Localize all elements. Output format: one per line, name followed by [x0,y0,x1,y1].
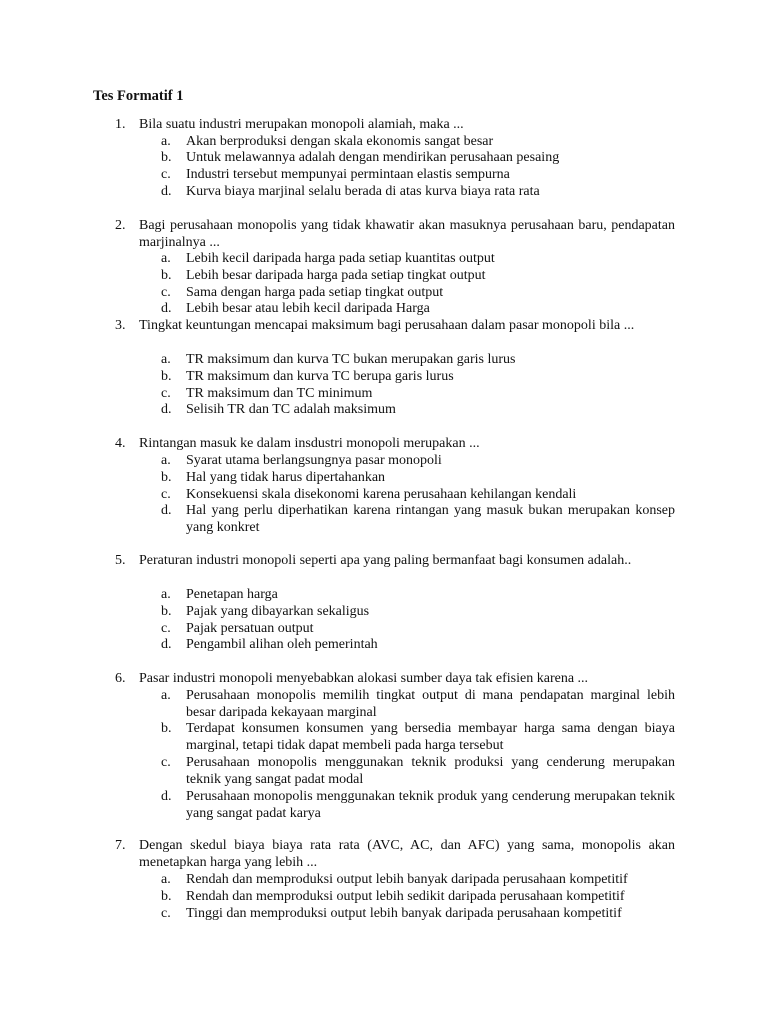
option-text: Syarat utama berlangsungnya pasar monopoli [186,453,442,468]
option-text: Perusahaan monopolis menggunakan teknik produk yang cenderung merupakan teknik yang sangat padat karya [186,789,675,821]
question-number: 3. [115,318,126,333]
option-text: Rendah dan memproduksi output lebih sedikit daripada perusahaan kompetitif [186,889,625,904]
option-text: Akan berproduksi dengan skala ekonomis sangat besar [186,134,494,149]
option-letter: a. [161,251,171,266]
option-text: TR maksimum dan kurva TC bukan merupakan garis lurus [186,352,516,367]
option-text: Lebih besar daripada harga pada setiap tingkat output [186,268,486,283]
question-text: Bila suatu industri merupakan monopoli alamiah, maka ... [139,117,464,132]
option-letter: a. [161,872,171,887]
option-letter: d. [161,184,172,199]
question-text: Pasar industri monopoli menyebabkan alokasi sumber daya tak efisien karena ... [139,671,589,686]
option-letter: b. [161,268,172,283]
question-number: 2. [115,218,126,233]
option-text: Tinggi dan memproduksi output lebih banyak daripada perusahaan kompetitif [186,906,622,921]
option-letter: c. [161,487,171,502]
option-letter: c. [161,285,171,300]
option-text: Perusahaan monopolis memilih tingkat output di mana pendapatan marginal lebih besar daripada kekayaan marginal [186,688,675,720]
option-text: Kurva biaya marjinal selalu berada di atas kurva biaya rata rata [186,184,540,199]
option-letter: c. [161,621,171,636]
option-text: Terdapat konsumen konsumen yang bersedia membayar harga sama dengan biaya marginal, tetapi tidak dapat membeli pada harga tersebut [186,721,675,753]
option-text: Hal yang perlu diperhatikan karena rintangan yang masuk bukan merupakan konsep yang konkret [186,503,675,535]
option-letter: b. [161,150,172,165]
question-number: 4. [115,436,126,451]
option-text: TR maksimum dan TC minimum [186,386,373,401]
option-letter: d. [161,637,172,652]
option-text: Pajak yang dibayarkan sekaligus [186,604,370,619]
option-letter: c. [161,755,171,770]
option-text: TR maksimum dan kurva TC berupa garis lurus [186,369,454,384]
option-letter: d. [161,503,172,518]
question-number: 6. [115,671,126,686]
option-letter: a. [161,688,171,703]
option-letter: d. [161,402,172,417]
option-letter: b. [161,721,172,736]
option-text: Konsekuensi skala disekonomi karena perusahaan kehilangan kendali [186,487,577,502]
question-text: Peraturan industri monopoli seperti apa yang paling bermanfaat bagi konsumen adalah.. [139,553,632,568]
option-text: Pajak persatuan output [186,621,314,636]
option-letter: c. [161,906,171,921]
option-text: Rendah dan memproduksi output lebih banyak daripada perusahaan kompetitif [186,872,628,887]
option-letter: b. [161,889,172,904]
page-title: Tes Formatif 1 [93,88,184,104]
option-text: Industri tersebut mempunyai permintaan elastis sempurna [186,167,510,182]
option-letter: c. [161,167,171,182]
option-letter: a. [161,587,171,602]
question-number: 7. [115,838,126,853]
option-letter: c. [161,386,171,401]
option-text: Untuk melawannya adalah dengan mendirikan perusahaan pesaing [186,150,560,165]
option-text: Sama dengan harga pada setiap tingkat output [186,285,444,300]
question-text: Rintangan masuk ke dalam insdustri monopoli merupakan ... [139,436,480,451]
option-text: Pengambil alihan oleh pemerintah [186,637,378,652]
option-letter: b. [161,470,172,485]
option-letter: b. [161,369,172,384]
option-text: Lebih besar atau lebih kecil daripada Harga [186,301,430,316]
question-number: 1. [115,117,126,132]
option-text: Hal yang tidak harus dipertahankan [186,470,386,485]
option-text: Selisih TR dan TC adalah maksimum [186,402,396,417]
option-letter: a. [161,352,171,367]
question-text: Dengan skedul biaya biaya rata rata (AVC, AC, dan AFC) yang sama, monopolis akan menetapkan harga yang lebih ... [139,838,675,870]
option-letter: a. [161,453,171,468]
option-text: Penetapan harga [186,587,278,602]
question-number: 5. [115,553,126,568]
option-letter: a. [161,134,171,149]
question-text: Tingkat keuntungan mencapai maksimum bagi perusahaan dalam pasar monopoli bila ... [139,318,635,333]
option-letter: d. [161,789,172,804]
option-letter: d. [161,301,172,316]
option-letter: b. [161,604,172,619]
option-text: Lebih kecil daripada harga pada setiap kuantitas output [186,251,495,266]
question-text: Bagi perusahaan monopolis yang tidak khawatir akan masuknya perusahaan baru, pendapatan marjinalnya ... [139,218,675,250]
option-text: Perusahaan monopolis menggunakan teknik produksi yang cenderung merupakan teknik yang sangat padat modal [186,755,675,787]
